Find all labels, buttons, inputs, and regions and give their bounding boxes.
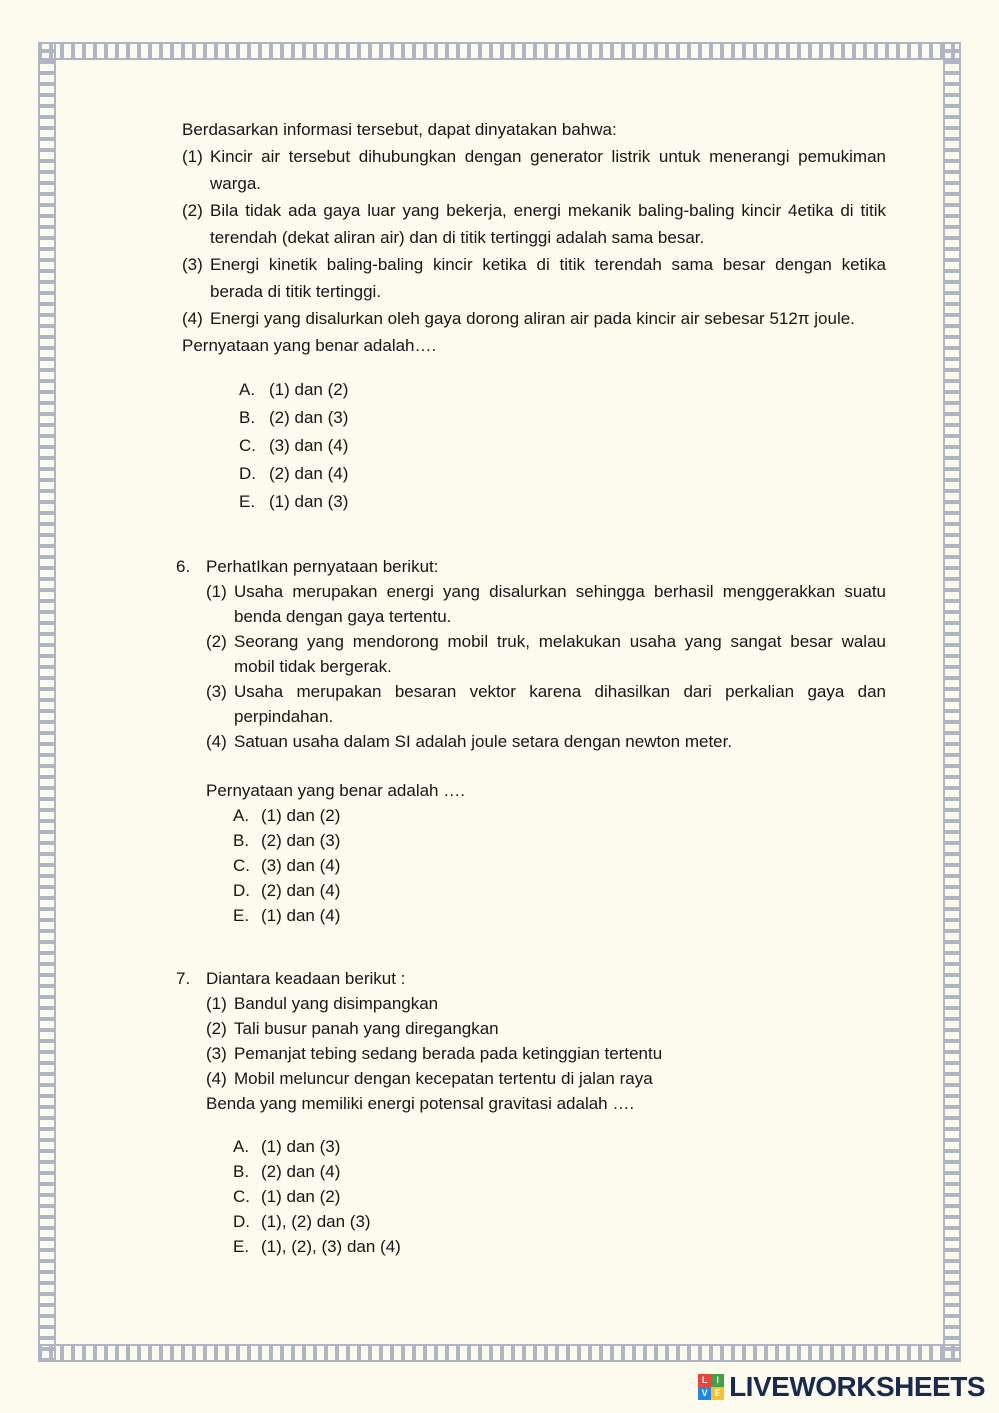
option-letter: C. (239, 436, 256, 455)
option-text: (1), (2) dan (3) (261, 1212, 371, 1231)
option-text: (3) dan (4) (269, 436, 349, 455)
option-text: (1) dan (2) (261, 806, 341, 825)
decorative-border-right (943, 42, 961, 1362)
decorative-border-bottom (38, 1344, 961, 1362)
statement-text: Mobil meluncur dengan kecepatan tertentu di jalan raya (234, 1069, 653, 1088)
question-number: 7. (176, 969, 191, 988)
statement-text: Usaha merupakan besaran vektor karena dihasilkan dari perkalian gaya dan perpindahan. (234, 682, 886, 726)
option-letter: B. (233, 1162, 250, 1181)
logo-square-l: L (698, 1374, 711, 1387)
question-6 (176, 554, 886, 928)
statement-row (182, 197, 886, 251)
question-7-options (233, 1134, 886, 1259)
option-row (233, 1209, 886, 1234)
decorative-border-top (38, 42, 961, 60)
intro-question: Pernyataan yang benar adalah…. (182, 336, 437, 355)
question-title: PerhatIkan pernyataan berikut: (206, 557, 439, 576)
question-7-header (176, 966, 886, 991)
brand-name: LIVEWORKSHEETS (729, 1371, 985, 1402)
statement-row (182, 143, 886, 197)
statement-text: Energi kinetik baling-baling kincir ketika di titik terendah sama besar dengan ketika berada di titik tertinggi. (210, 255, 886, 301)
statement-number: (4) (206, 732, 227, 751)
question-6-header (176, 554, 886, 579)
statement-number: (3) (206, 1044, 227, 1063)
intro-options (239, 376, 886, 516)
option-row (239, 460, 886, 488)
statement-text: Tali busur panah yang diregangkan (234, 1019, 499, 1038)
statement-number: (3) (182, 255, 203, 274)
decorative-border-left (38, 42, 56, 1362)
statement-number: (1) (206, 582, 227, 601)
option-letter: E. (233, 1237, 250, 1256)
question-6-body (176, 579, 886, 928)
logo-square-i: I (711, 1374, 724, 1387)
option-text: (2) dan (4) (269, 464, 349, 483)
option-letter: E. (239, 492, 256, 511)
option-letter: D. (233, 881, 250, 900)
statement-text: Bila tidak ada gaya luar yang bekerja, energi mekanik baling-baling kincir 4etika di titik terendah (dekat aliran air) dan di titik tertinggi adalah sama besar. (210, 201, 886, 247)
question-7-body (176, 991, 886, 1259)
statement-number: (2) (206, 1019, 227, 1038)
option-letter: A. (233, 1137, 250, 1156)
option-row (239, 376, 886, 404)
statement-number: (1) (206, 994, 227, 1013)
statement-row (206, 679, 886, 729)
statement-text: Pemanjat tebing sedang berada pada ketinggian tertentu (234, 1044, 663, 1063)
statement-number: (3) (206, 682, 227, 701)
option-row (233, 1234, 886, 1259)
option-letter: C. (233, 856, 250, 875)
statement-text: Seorang yang mendorong mobil truk, melakukan usaha yang sangat besar walau mobil tidak bergerak. (234, 632, 886, 676)
option-text: (1) dan (2) (269, 380, 349, 399)
option-letter: A. (233, 806, 250, 825)
option-text: (2) dan (3) (269, 408, 349, 427)
option-row (239, 488, 886, 516)
option-row (239, 432, 886, 460)
worksheet-content (176, 116, 886, 1259)
question-6-options (233, 803, 886, 928)
statement-row (206, 1066, 886, 1091)
statement-number: (2) (206, 632, 227, 651)
statement-text: Satuan usaha dalam SI adalah joule setara dengan newton meter. (234, 732, 733, 751)
intro-lead: Berdasarkan informasi tersebut, dapat dinyatakan bahwa: (182, 120, 617, 139)
liveworksheets-logo-icon (698, 1374, 724, 1400)
statement-row (182, 251, 886, 305)
statement-row (206, 579, 886, 629)
option-letter: D. (239, 464, 256, 483)
statement-number: (4) (182, 309, 203, 328)
statement-row (206, 629, 886, 679)
option-row (233, 1184, 886, 1209)
option-letter: E. (233, 906, 250, 925)
statement-number: (4) (206, 1069, 227, 1088)
statement-number: (1) (182, 147, 203, 166)
option-text: (2) dan (4) (261, 881, 341, 900)
logo-square-e: E (711, 1387, 724, 1400)
question-title: Diantara keadaan berikut : (206, 969, 406, 988)
option-row (233, 828, 886, 853)
option-text: (1) dan (2) (261, 1187, 341, 1206)
option-letter: A. (239, 380, 256, 399)
option-letter: D. (233, 1212, 250, 1231)
statement-text: Bandul yang disimpangkan (234, 994, 439, 1013)
liveworksheets-logo[interactable] (698, 1371, 985, 1403)
statement-number: (2) (182, 201, 203, 220)
statement-text: Usaha merupakan energi yang disalurkan sehingga berhasil menggerakkan suatu benda dengan gaya tertentu. (234, 582, 886, 626)
option-text: (2) dan (3) (261, 831, 341, 850)
option-row (233, 903, 886, 928)
question-number: 6. (176, 557, 191, 576)
option-text: (3) dan (4) (261, 856, 341, 875)
question-7-prompt: Benda yang memiliki energi potensal gravitasi adalah …. (206, 1094, 635, 1113)
option-text: (2) dan (4) (261, 1162, 341, 1181)
option-row (239, 404, 886, 432)
option-text: (1) dan (4) (261, 906, 341, 925)
statement-row (206, 1016, 886, 1041)
statement-row (206, 729, 886, 754)
option-row (233, 878, 886, 903)
option-text: (1), (2), (3) dan (4) (261, 1237, 401, 1256)
option-text: (1) dan (3) (261, 1137, 341, 1156)
statement-row (206, 1041, 886, 1066)
option-letter: C. (233, 1187, 250, 1206)
option-letter: B. (233, 831, 250, 850)
statement-text: Kincir air tersebut dihubungkan dengan generator listrik untuk menerangi pemukiman warga. (210, 147, 886, 193)
statement-text: Energi yang disalurkan oleh gaya dorong aliran air pada kincir air sebesar 512π joule. (210, 309, 855, 328)
option-letter: B. (239, 408, 256, 427)
logo-square-v: V (698, 1387, 711, 1400)
option-row (233, 853, 886, 878)
option-row (233, 803, 886, 828)
question-6-prompt: Pernyataan yang benar adalah …. (206, 781, 465, 800)
option-text: (1) dan (3) (269, 492, 349, 511)
option-row (233, 1134, 886, 1159)
question-7 (176, 966, 886, 1259)
statement-row (182, 305, 886, 332)
statement-row (206, 991, 886, 1016)
option-row (233, 1159, 886, 1184)
intro-block (176, 116, 886, 516)
